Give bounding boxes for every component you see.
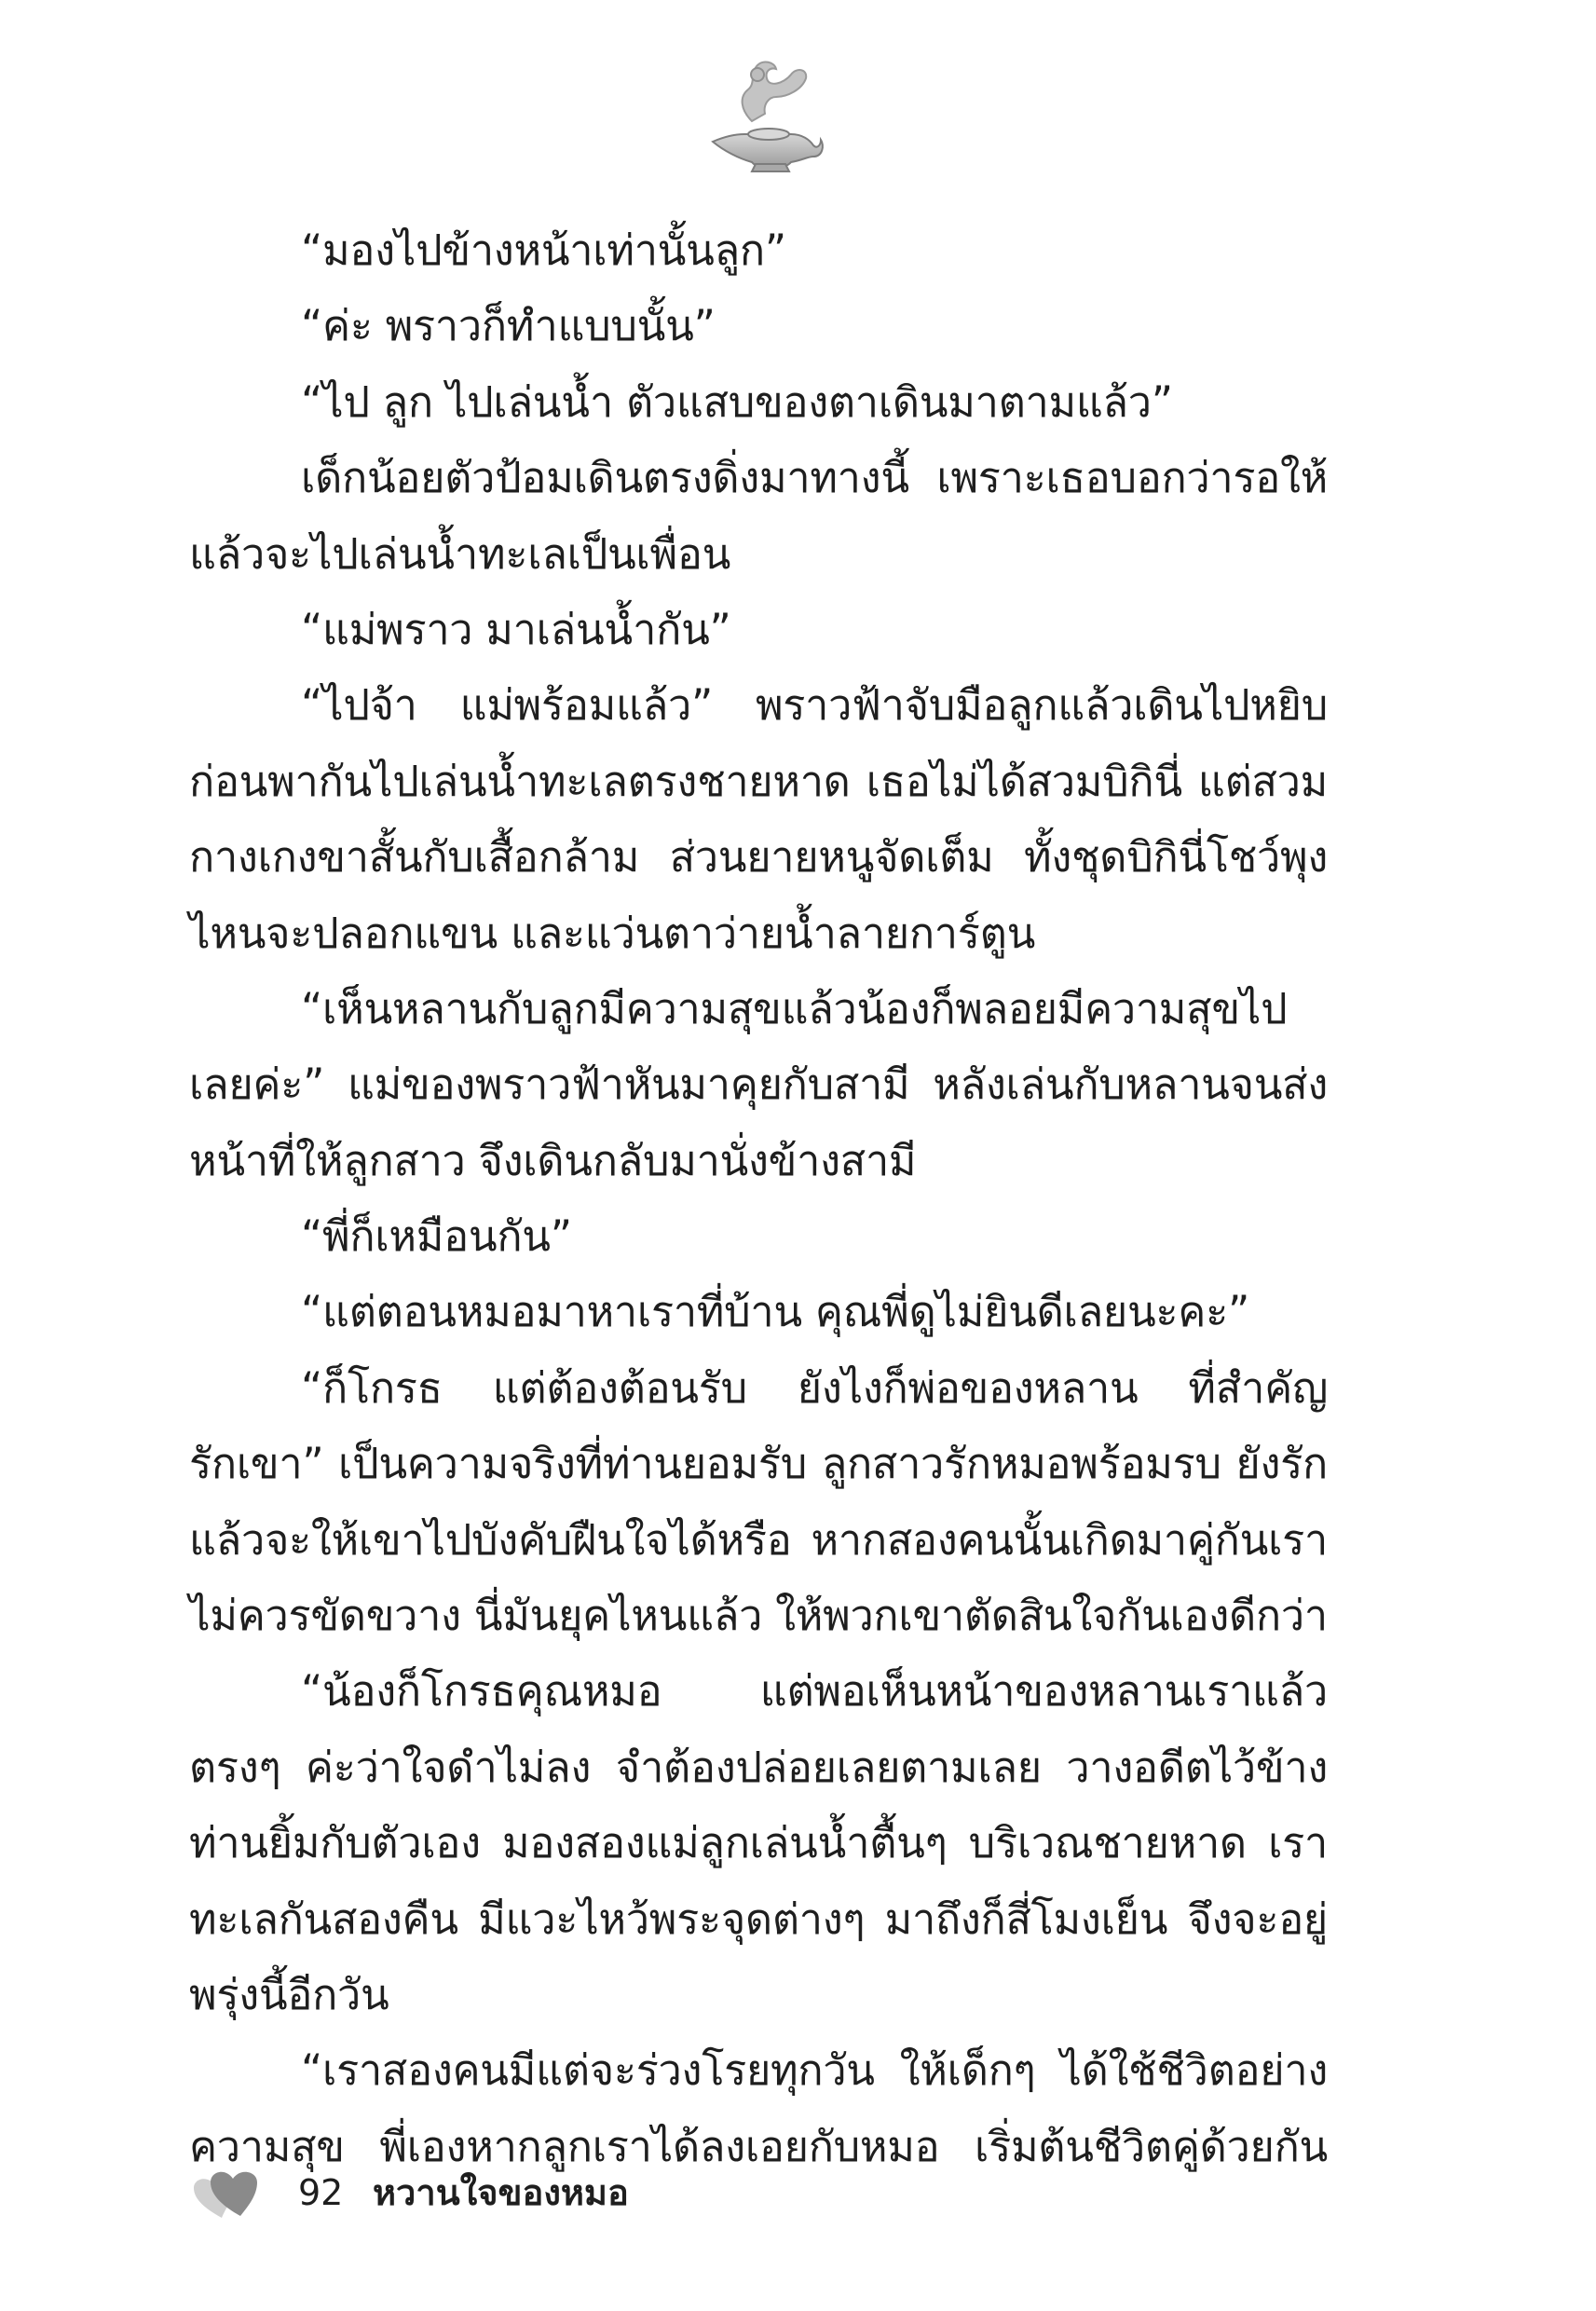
text-line: หน้าที่ให้ลูกสาว จึงเดินกลับมานั่งข้างสามี bbox=[189, 1135, 917, 1185]
text-line: เลยค่ะ” แม่ของพราวฟ้าหันมาคุยกับสามี หลังเล่นกับหลานจนส่ง bbox=[189, 1060, 1328, 1110]
text-line: “พี่ก็เหมือนกัน” bbox=[301, 1211, 572, 1262]
text-line: ท่านยิ้มกับตัวเอง มองสองแม่ลูกเล่นน้ำตื้นๆ บริเวณชายหาด เรา bbox=[189, 1818, 1328, 1868]
text-line: แล้วจะให้เขาไปบังคับฝืนใจได้หรือ หากสองคนนั้นเกิดมาคู่กันเรา bbox=[189, 1514, 1328, 1565]
text-line: “เห็นหลานกับลูกมีความสุขแล้วน้องก็พลอยมีความสุขไป bbox=[301, 983, 1288, 1033]
text-line: ตรงๆ ค่ะว่าใจดำไม่ลง จำต้องปล่อยเลยตามเลย วางอดีตไว้ข้าง bbox=[189, 1742, 1328, 1792]
magic-lamp-genie-icon bbox=[694, 56, 825, 177]
text-line: ก่อนพากันไปเล่นน้ำทะเลตรงชายหาด เธอไม่ได้สวมบิกินี่ แต่สวม bbox=[189, 756, 1328, 806]
text-line: “แต่ตอนหมอมาหาเราที่บ้าน คุณพี่ดูไม่ยินดีเลยนะคะ” bbox=[301, 1287, 1249, 1337]
text-line: “ค่ะ พราวก็ทำแบบนั้น” bbox=[301, 301, 716, 351]
book-title: หวานใจของหมอ bbox=[373, 2172, 629, 2213]
text-line: “ก็โกรธ แต่ต้องต้อนรับ ยังไงก็พ่อของหลาน ที่สำคัญ bbox=[301, 1362, 1328, 1413]
text-line: กางเกงขาสั้นกับเสื้อกล้าม ส่วนยายหนูจัดเต็ม ทั้งชุดบิกินี่โชว์พุง bbox=[189, 832, 1328, 882]
text-line: รักเขา” เป็นความจริงที่ท่านยอมรับ ลูกสาวรักหมอพร้อมรบ ยังรัก bbox=[189, 1439, 1328, 1489]
text-line: “ไป ลูก ไปเล่นน้ำ ตัวแสบของตาเดินมาตามแล้ว” bbox=[301, 376, 1173, 427]
text-line: “ไปจ้า แม่พร้อมแล้ว” พราวฟ้าจับมือลูกแล้วเดินไปหยิบ bbox=[301, 680, 1328, 731]
text-line: “เราสองคนมีแต่จะร่วงโรยทุกวัน ให้เด็กๆ ได้ใช้ชีวิตอย่าง bbox=[301, 2045, 1328, 2096]
text-line: ไม่ควรขัดขวาง นี่มันยุคไหนแล้ว ให้พวกเขาตัดสินใจกันเองดีกว่า bbox=[189, 1591, 1328, 1641]
text-line: “แม่พราว มาเล่นน้ำกัน” bbox=[301, 604, 731, 654]
text-line: เด็กน้อยตัวป้อมเดินตรงดิ่งมาทางนี้ เพราะเธอบอกว่ารอให้ bbox=[301, 453, 1328, 503]
page-number: 92 bbox=[298, 2172, 344, 2213]
text-line: “มองไปข้างหน้าเท่านั้นลูก” bbox=[301, 226, 786, 275]
body-text bbox=[189, 212, 1328, 2184]
text-line: พรุ่งนี้อีกวัน bbox=[189, 1969, 389, 2019]
hearts-icon bbox=[186, 2162, 270, 2227]
page-footer bbox=[186, 2162, 932, 2227]
text-line: ทะเลกันสองคืน มีแวะไหว้พระจุดต่างๆ มาถึงก็สี่โมงเย็น จึงจะอยู่ bbox=[189, 1894, 1328, 1944]
text-line: “น้องก็โกรธคุณหมอ แต่พอเห็นหน้าของหลานเราแล้ว bbox=[301, 1666, 1328, 1716]
text-line: ไหนจะปลอกแขน และแว่นตาว่ายน้ำลายการ์ตูน bbox=[189, 908, 1036, 958]
text-line: แล้วจะไปเล่นน้ำทะเลเป็นเพื่อน bbox=[189, 528, 731, 579]
text-line: ความสุข พี่เองหากลูกเราได้ลงเอยกับหมอ เริ่มต้นชีวิตคู่ด้วยกัน bbox=[189, 2121, 1328, 2171]
